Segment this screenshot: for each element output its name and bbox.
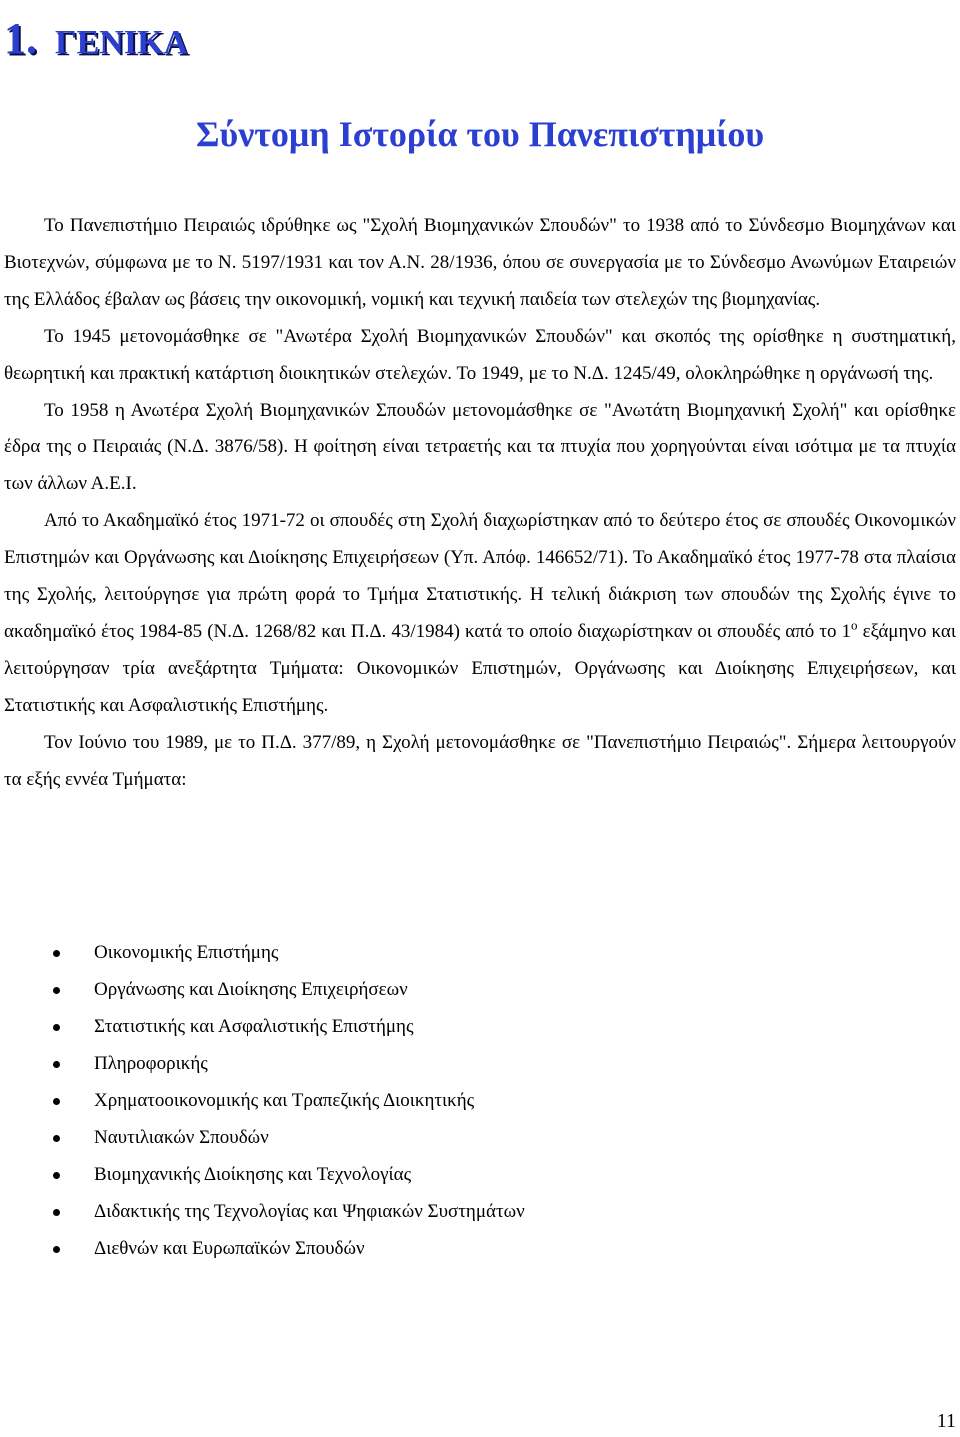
bullet-icon [53,1172,60,1179]
bullet-icon [53,1061,60,1068]
list-item [50,971,525,1008]
history-text [4,208,956,799]
list-item [50,1230,525,1267]
paragraph-1971-part-1: Από το Ακαδημαϊκό έτος 1971-72 οι σπουδές στη Σχολή διαχωρίστηκαν από το δεύτερο έτος σε σπουδές Οικονομικών Επιστημών και Οργάνωσης και Διοίκησης Επιχειρήσεων (Υπ. Απόφ. 146652/71). Το Ακαδημαϊκό έτος 1977-78 στα πλαίσια της Σχολής, λειτούργησε για πρώτη φορά το Τμήμα Στατιστικής. Η τελική διάκριση των σπουδών της Σχολής έγινε το ακαδημαϊκό έτος 1984-85 (Ν.Δ. 1268/82 και Π.Δ. 43/1984) κατά το οποίο διαχωρίστηκαν οι σπουδές από το 1 [4,510,956,642]
department-name: Πληροφορικής [94,1053,208,1074]
department-name: Διδακτικής της Τεχνολογίας και Ψηφιακών Συστημάτων [94,1201,525,1222]
departments-list [50,934,525,1267]
paragraph-1958: Το 1958 η Ανωτέρα Σχολή Βιομηχανικών Σπουδών μετονομάσθηκε σε "Ανωτάτη Βιομηχανική Σχολή" και ορίσθηκε έδρα της ο Πειραιάς (Ν.Δ. 3876/58). Η φοίτηση είναι τετραετής και τα πτυχία που χορηγούνται είναι ισότιμα με τα πτυχία των άλλων Α.Ε.Ι. [4,399,956,495]
bullet-icon [53,1098,60,1105]
list-item [50,1008,525,1045]
chapter-title: ΓΕΝΙΚΑ [55,24,189,61]
bullet-icon [53,1246,60,1253]
section-title: Σύντομη Ιστορία του Πανεπιστημίου [195,114,765,154]
bullet-icon [53,1209,60,1216]
page-number: 11 [936,1410,956,1432]
list-item [50,1156,525,1193]
paragraph-1945: Το 1945 μετονομάσθηκε σε "Ανωτέρα Σχολή Βιομηχανικών Σπουδών" και σκοπός της ορίσθηκε η συστηματική, θεωρητική και πρακτική κατάρτιση διοικητικών στελεχών. Το 1949, με το Ν.Δ. 1245/49, ολοκληρώθηκε η οργάνωσή της. [4,325,956,384]
department-name: Οργάνωσης και Διοίκησης Επιχειρήσεων [94,979,408,1000]
department-name: Ναυτιλιακών Σπουδών [94,1127,269,1148]
chapter-number: 1. [4,14,37,63]
department-name: Στατιστικής και Ασφαλιστικής Επιστήμης [94,1016,414,1037]
list-item [50,1082,525,1119]
paragraph-1971 [4,503,956,724]
department-name: Χρηματοοικονομικής και Τραπεζικής Διοικητικής [94,1090,475,1111]
chapter-heading [4,14,188,68]
list-item [50,1119,525,1156]
paragraph-founding: Το Πανεπιστήμιο Πειραιώς ιδρύθηκε ως "Σχολή Βιομηχανικών Σπουδών" το 1938 από το Σύνδεσμο Βιομηχάνων και Βιοτεχνών, σύμφωνα με το Ν. 5197/1931 και τον Α.Ν. 28/1936, όπου σε συνεργασία με το Σύνδεσμο Ανωνύμων Εταιρειών της Ελλάδος έβαλαν ως βάσεις την οικονομική, νομική και τεχνική παιδεία των στελεχών της βιομηχανίας. [4,215,956,310]
department-name: Οικονομικής Επιστήμης [94,942,279,963]
paragraph-1971-part-2: εξάμηνο και λειτούργησαν τρία ανεξάρτητα Τμήματα: Οικονομικών Επιστημών, Οργάνωσης και Διοίκησης Επιχειρήσεων, και Στατιστικής και Ασφαλιστικής Επιστήμης. [4,620,957,716]
list-item [50,934,525,971]
bullet-icon [53,987,60,994]
bullet-icon [53,1024,60,1031]
bullet-icon [53,1135,60,1142]
list-item [50,1193,525,1230]
superscript-o: ο [851,617,858,633]
department-name: Βιομηχανικής Διοίκησης και Τεχνολογίας [94,1164,412,1185]
bullet-icon [53,950,60,957]
list-item [50,1045,525,1082]
paragraph-1989: Τον Ιούνιο του 1989, με το Π.Δ. 377/89, η Σχολή μετονομάσθηκε σε "Πανεπιστήμιο Πειραιώς". Σήμερα λειτουργούν τα εξής εννέα Τμήματα: [4,731,956,790]
department-name: Διεθνών και Ευρωπαϊκών Σπουδών [94,1238,365,1259]
